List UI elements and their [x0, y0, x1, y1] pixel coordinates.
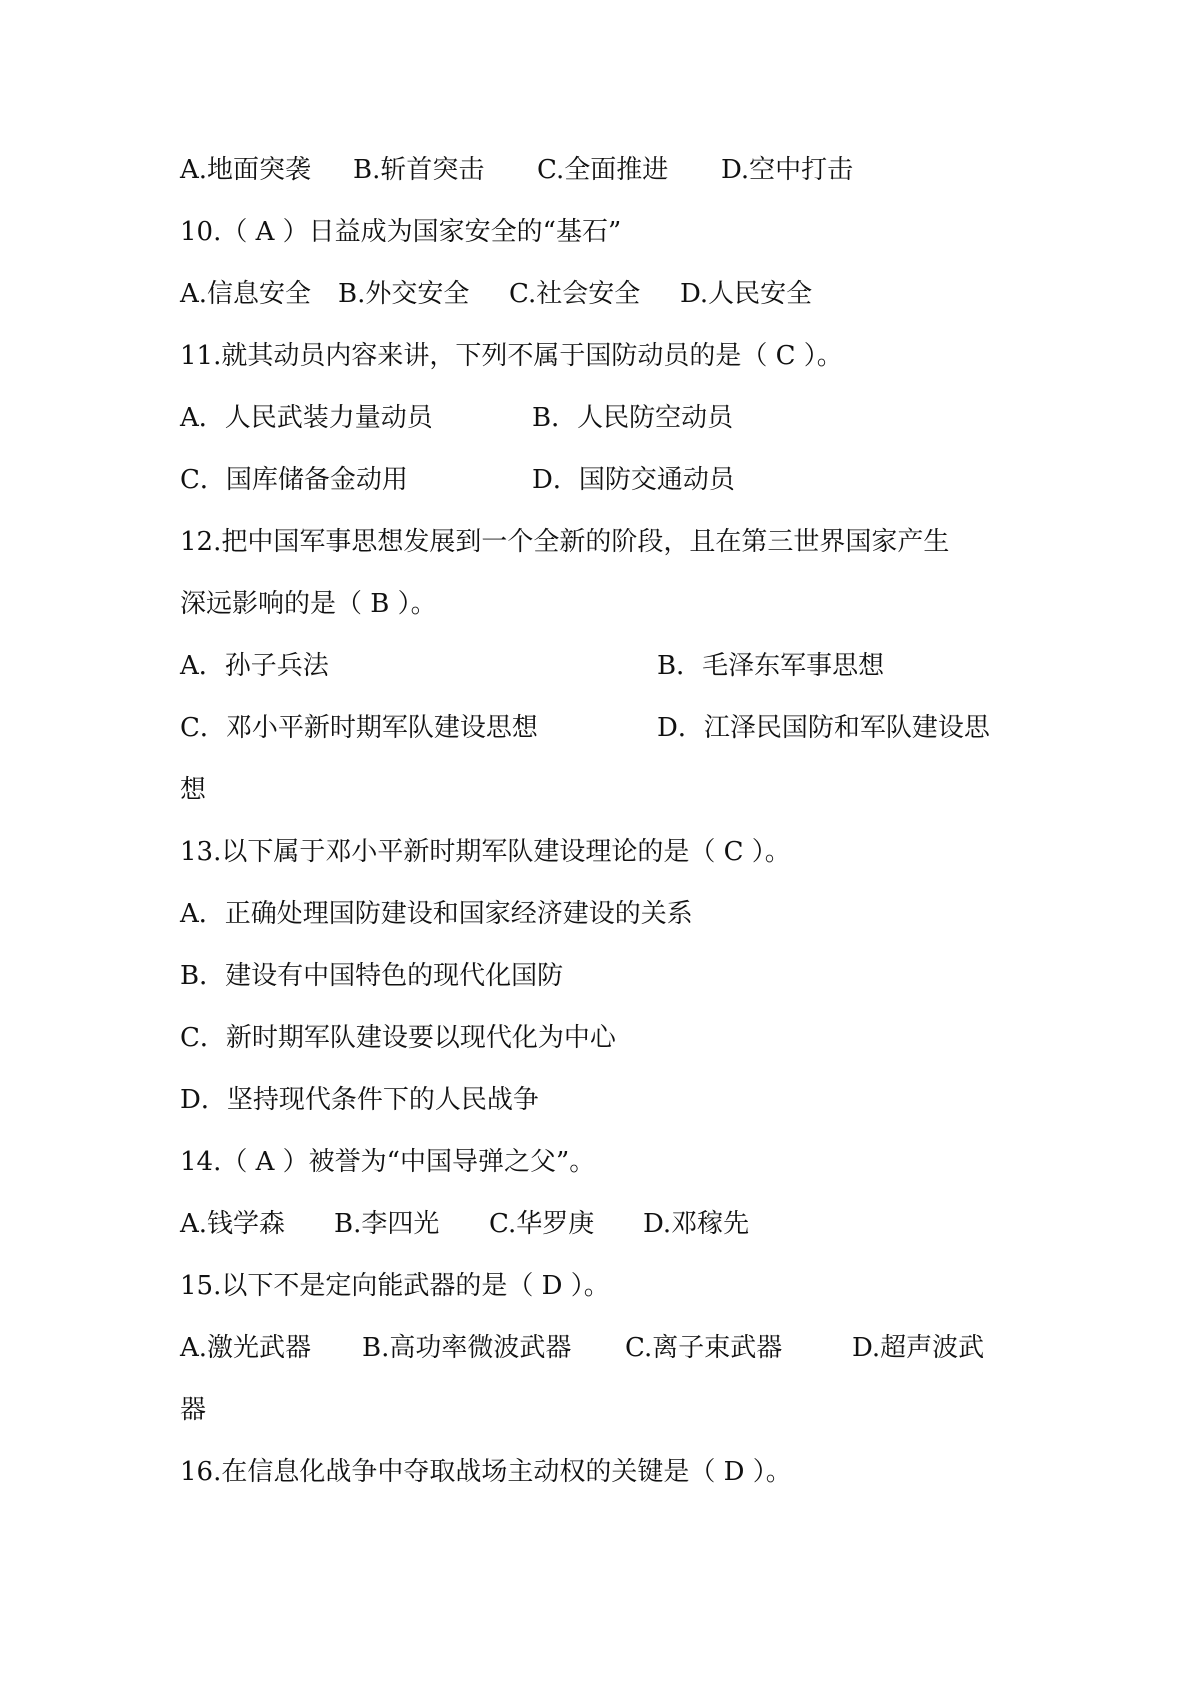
- q13-option-a: A．正确处理国防建设和国家经济建设的关系: [180, 899, 693, 929]
- option-a: A.激光武器: [180, 1333, 312, 1363]
- q9-options: [180, 150, 854, 190]
- option-b: B．毛泽东军事思想: [657, 651, 885, 681]
- option-a: A．孙子兵法: [180, 651, 329, 681]
- option-d: D．江泽民国防和军队建设思: [657, 713, 990, 743]
- option-b: B．人民防空动员: [532, 403, 734, 433]
- option-d: D.邓稼先: [643, 1209, 750, 1239]
- option-a: A.钱学森: [180, 1209, 286, 1239]
- option-d: D.人民安全: [680, 279, 813, 309]
- q12-option-d-wrap: 想: [180, 775, 207, 805]
- option-d: D．国防交通动员: [532, 465, 735, 495]
- question-11: 11.就其动员内容来讲，下列不属于国防动员的是（ C ）。: [180, 341, 843, 371]
- q14-options: [180, 1204, 750, 1244]
- option-b: B.高功率微波武器: [362, 1333, 572, 1363]
- option-a: A．人民武装力量动员: [180, 403, 433, 433]
- question-12-line1: 12.把中国军事思想发展到一个全新的阶段，且在第三世界国家产生: [180, 527, 950, 557]
- option-c: C.华罗庚: [489, 1209, 595, 1239]
- q13-option-b: B．建设有中国特色的现代化国防: [180, 961, 564, 991]
- option-b: B.李四光: [334, 1209, 440, 1239]
- q15-options: [180, 1328, 985, 1368]
- q11-options-cd: [180, 460, 735, 500]
- question-12-line2: 深远影响的是（ B ）。: [180, 589, 437, 619]
- question-10: 10.（ A ）日益成为国家安全的“基石”: [180, 217, 622, 247]
- option-c: C.社会安全: [509, 279, 641, 309]
- question-14: 14.（ A ）被誉为“中国导弹之父”。: [180, 1147, 596, 1177]
- option-b: B.外交安全: [338, 279, 470, 309]
- q10-options: [180, 274, 813, 314]
- option-d: D.空中打击: [721, 155, 854, 185]
- option-a: A.信息安全: [180, 279, 312, 309]
- q15-option-d-wrap: 器: [180, 1395, 207, 1425]
- option-d: D.超声波武: [852, 1333, 985, 1363]
- option-c: C．邓小平新时期军队建设思想: [180, 713, 538, 743]
- question-13: 13.以下属于邓小平新时期军队建设理论的是（ C ）。: [180, 837, 791, 867]
- q13-option-c: C．新时期军队建设要以现代化为中心: [180, 1023, 616, 1053]
- q13-option-d: D．坚持现代条件下的人民战争: [180, 1085, 539, 1115]
- option-c: C.全面推进: [537, 155, 669, 185]
- option-c: C.离子束武器: [625, 1333, 783, 1363]
- q12-options-cd: [180, 708, 990, 748]
- question-16: 16.在信息化战争中夺取战场主动权的关键是（ D ）。: [180, 1457, 792, 1487]
- q12-options-ab: [180, 646, 885, 686]
- option-c: C．国库储备金动用: [180, 465, 408, 495]
- question-15: 15.以下不是定向能武器的是（ D ）。: [180, 1271, 610, 1301]
- option-a: A.地面突袭: [180, 155, 312, 185]
- option-b: B.斩首突击: [353, 155, 485, 185]
- q11-options-ab: [180, 398, 734, 438]
